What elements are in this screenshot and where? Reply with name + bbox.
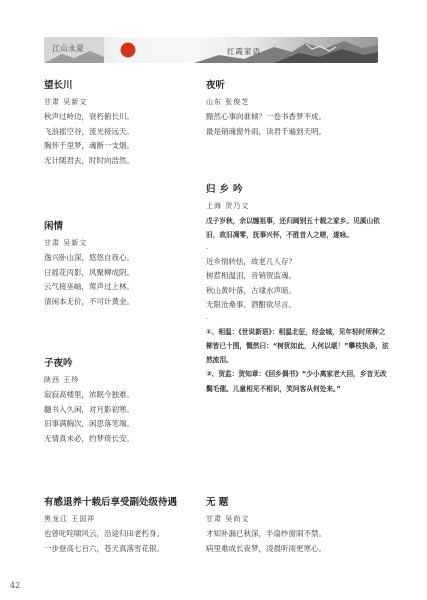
poem-block — [44, 494, 177, 556]
poem-title: 闲情 — [44, 221, 64, 232]
poem-line: 无限沧桑事，酒酣欲尽言。 — [206, 300, 296, 310]
poem-line: 翻书入久闲，对月影初寒。 — [44, 404, 134, 414]
poem-line: 旧事满胸次，闲思落笔端。 — [44, 419, 134, 428]
poem-author: 甘肃 吴新文 — [44, 98, 88, 106]
poem-block — [206, 494, 326, 556]
poem-line: 最是销魂窗外雨，读君千遍到天明。 — [206, 126, 326, 136]
poem-author: 陕西 王珍 — [44, 376, 80, 384]
separator: - — [206, 314, 209, 322]
poem-title: 归乡吟 — [206, 184, 247, 195]
poem-note: ①、相温：《世说新语》：相温北征，经金城，见年轻时所种之柳皆已十围，慨然曰：“树犹如此，人何以堪！”攀枝执条，泫然流泪。 — [206, 327, 389, 365]
header-banner — [44, 37, 378, 63]
poem-line: 逸兴卧山深，悠悠自我心。 — [44, 253, 134, 262]
poem-block — [44, 355, 134, 446]
poem-block — [44, 77, 134, 168]
poem-author: 甘肃 吴尚文 — [206, 515, 250, 523]
banner-right-title: 红霞家语 — [227, 47, 261, 56]
poem-line: 无计随君去，时时向浩然。 — [44, 155, 134, 165]
poem-line: 飞浪摇空谷，流光接远天。 — [44, 126, 134, 136]
poem-title: 望长川 — [44, 80, 73, 91]
poem-title: 夜听 — [206, 80, 226, 91]
poem-author: 甘肃 吴新文 — [44, 239, 88, 247]
poem-line: 树惹相温泪，音销贺监魂。 — [206, 271, 296, 281]
poem-line: 无情真未必，约梦倚长安。 — [44, 433, 134, 443]
poem-author: 山东 张俊芝 — [206, 98, 250, 106]
poem-line: 才知补漏已秋深，半扇纱窗闹不禁。 — [206, 529, 326, 538]
poem-title: 子夜吟 — [44, 358, 73, 369]
poem-line: 也曾叱咤啸风云，沿途归田老朽身。 — [44, 529, 164, 538]
poem-line: 秋声过岭边，衰朽俯长川。 — [44, 112, 134, 121]
poem-line: 病里难成长夜梦，凌晨听雨更寒心。 — [206, 543, 326, 553]
poem-block — [206, 77, 326, 139]
poem-line: 清闲本无价，不可计黄金。 — [44, 296, 134, 306]
poem-preface: 戊子岁秋，余以缠祖事，还归阔别五十载之家乡。见溪山依旧，故旧凋零，抚事兴怀，不胜昔人之嗟，遂咏。 — [206, 217, 380, 240]
poem-block — [44, 218, 134, 309]
poem-line: 寂寂高楼里，浓眠今独难。 — [44, 390, 134, 399]
poem-author: 黑龙江 王国祥 — [44, 515, 96, 523]
poem-note: ②、贺监：贺知章：《回乡偶书》“少小离家老大回，乡音无改鬓毛催。儿童相见不相识，笑问客从何处来。” — [206, 370, 387, 393]
separator: - — [206, 244, 209, 252]
red-sun-icon — [121, 43, 136, 58]
landscape-illustration — [44, 37, 378, 63]
poem-title: 有感退养十载后享受副处级待遇 — [44, 497, 178, 508]
poem-line: 日摇花丙影，风聚柳成阴。 — [44, 267, 134, 277]
poem-line: 胸怀千里梦，魂断一支烟。 — [44, 141, 134, 150]
poem-line: 云气接巫岫，莺声过上林。 — [44, 282, 134, 291]
poem-line: 秋山黄叶落，古埭水声暗。 — [206, 285, 296, 295]
poem-author: 上海 贺乃文 — [206, 202, 250, 210]
poem-line: 近乡情转怯，故老几人存？ — [206, 256, 296, 266]
poem-title: 无 题 — [206, 497, 229, 508]
poem-block — [206, 181, 390, 396]
poem-line: 黯然心事向谁倾？一卷书香梦不成。 — [206, 112, 326, 121]
poem-line: 一步登高七百六，苍天真落雪花银。 — [44, 543, 164, 553]
banner-left-title: 江山永夏 — [52, 44, 84, 53]
page-number: 42 — [10, 581, 21, 590]
